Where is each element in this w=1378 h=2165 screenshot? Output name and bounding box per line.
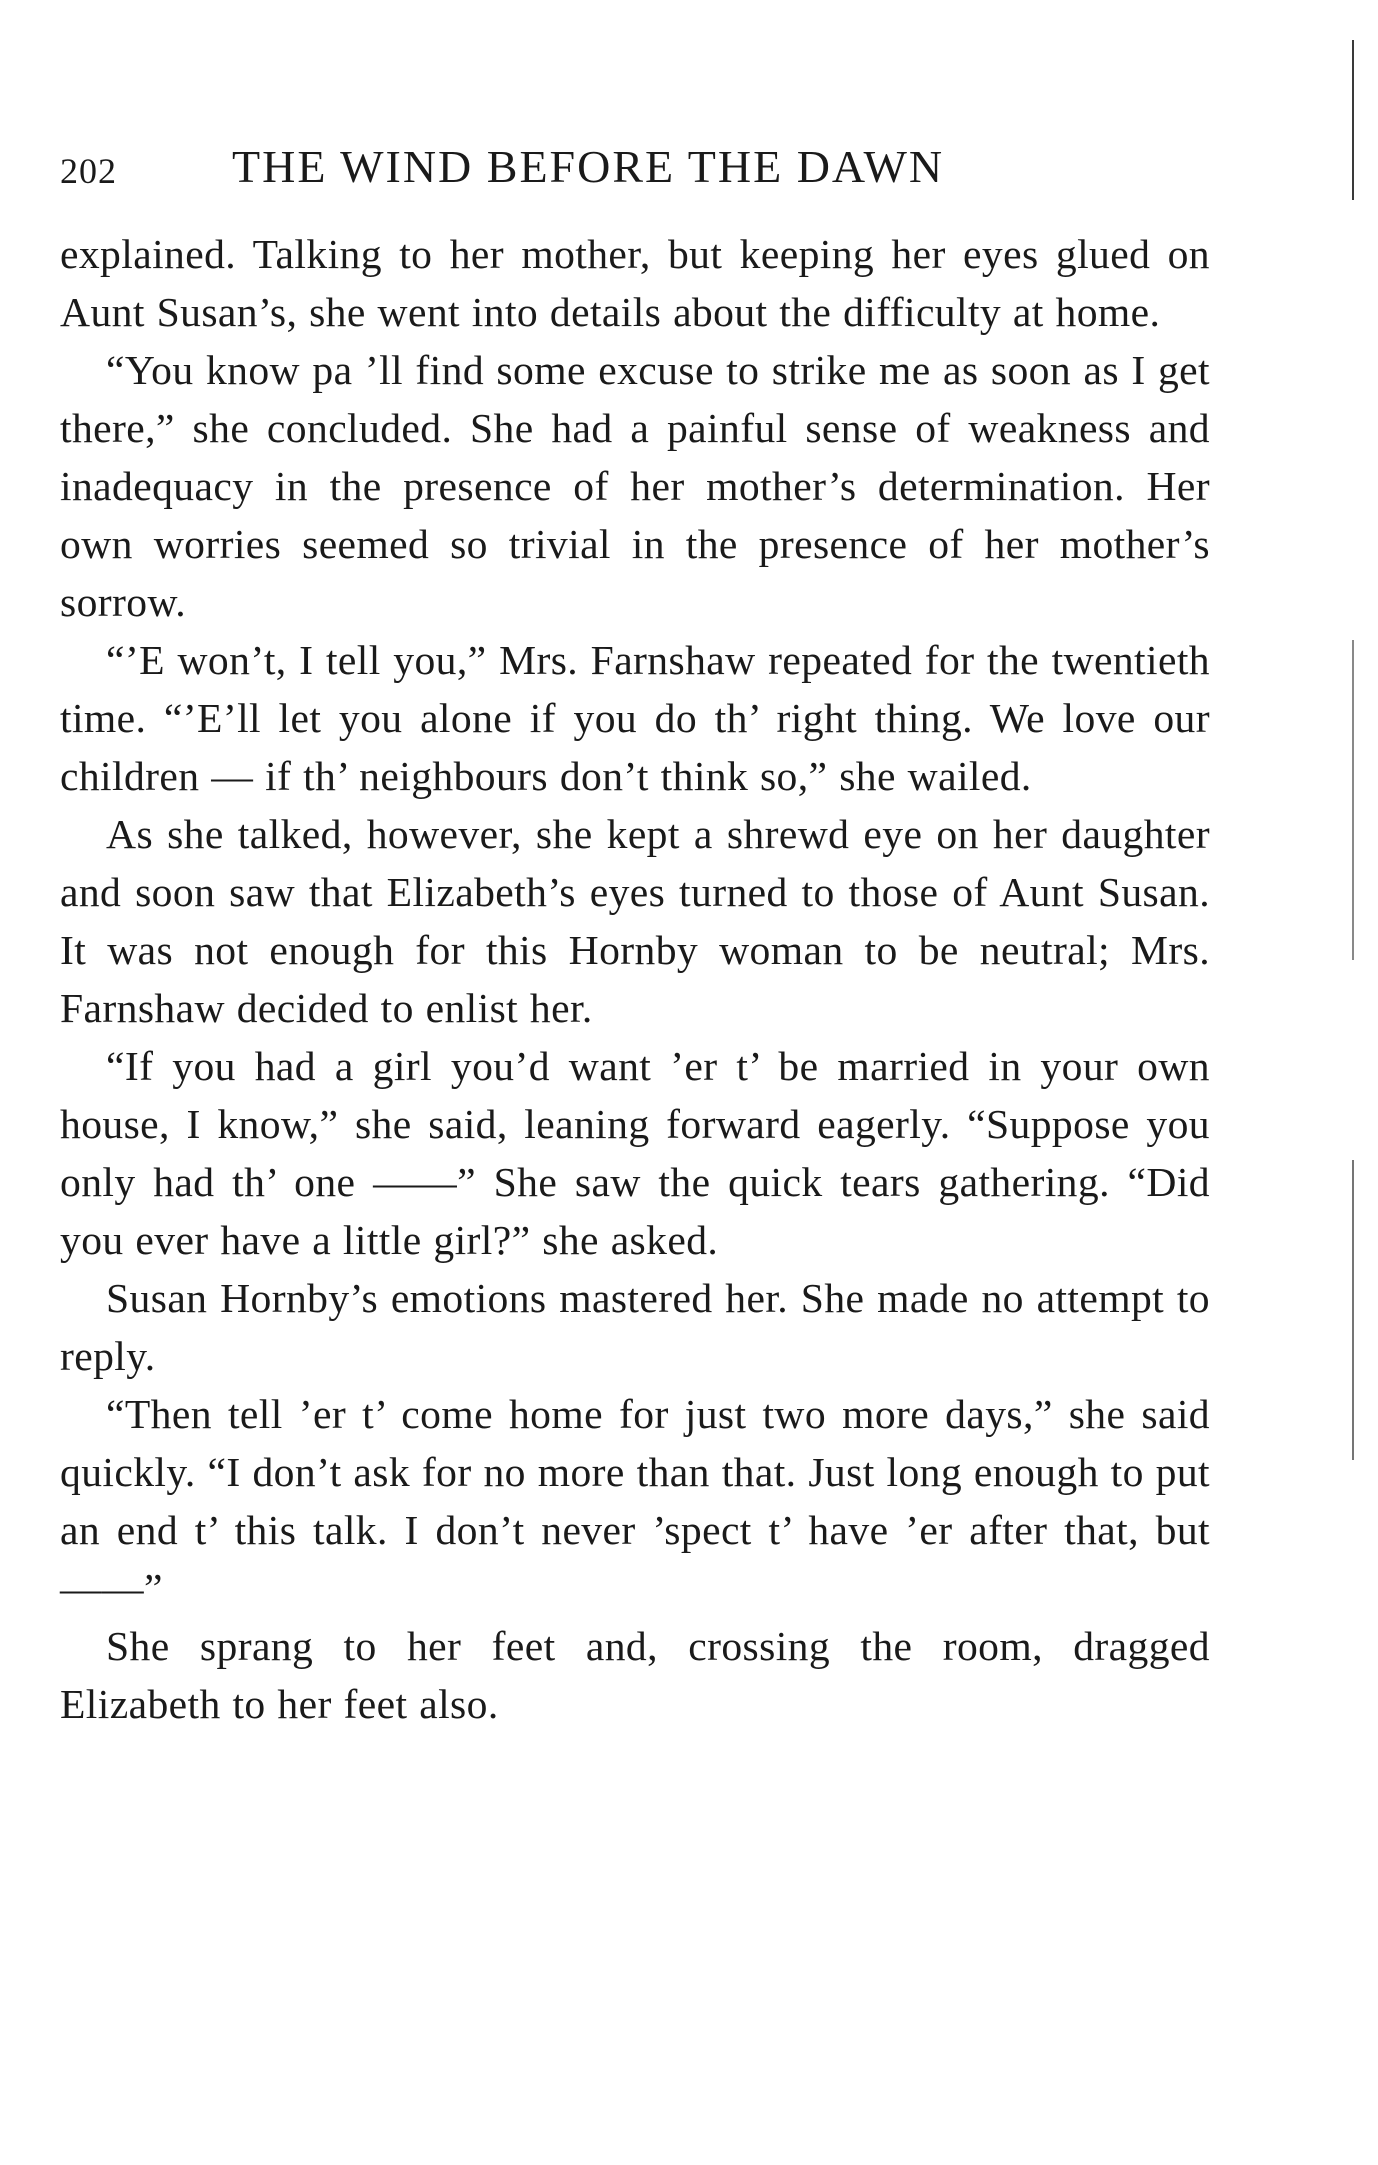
paragraph-5: “If you had a girl you’d want ’er t’ be married in your own house, I know,” she said, leaning forward eagerly. “Suppose you only had th’ one ——” She saw the quick tears gathering. “Did you ever have a little girl?” she asked. <box>60 1043 1210 1263</box>
paragraph-2: “You know pa ’ll find some excuse to strike me as soon as I get there,” she concluded. She had a painful sense of weakness and inadequacy in the presence of her mother’s determination. Her own worries seemed so trivial in the presence of her mother’s sorrow. <box>60 347 1210 625</box>
running-head <box>60 140 1210 200</box>
scan-edge-line <box>1352 640 1354 960</box>
paragraph-8: She sprang to her feet and, crossing the room, dragged Elizabeth to her feet also. <box>60 1623 1210 1727</box>
paragraph-6: Susan Hornby’s emotions mastered her. She made no attempt to reply. <box>60 1275 1210 1379</box>
paragraph-3: “’E won’t, I tell you,” Mrs. Farnshaw repeated for the twentieth time. “’E’ll let you alone if you do th’ right thing. We love our children — if th’ neighbours don’t think so,” she wailed. <box>60 637 1210 799</box>
paragraph-4: As she talked, however, she kept a shrewd eye on her daughter and soon saw that Elizabeth’s eyes turned to those of Aunt Susan. It was not enough for this Hornby woman to be neutral; Mrs. Farnshaw decided to enlist her. <box>60 811 1210 1031</box>
page-number: 202 <box>60 151 117 191</box>
body-text <box>60 225 1210 1733</box>
paragraph-7: “Then tell ’er t’ come home for just two more days,” she said quickly. “I don’t ask for no more than that. Just long enough to put an end t’ this talk. I don’t never ’spect t’ have ’er after that, but ——” <box>60 1391 1210 1611</box>
paragraph-1: explained. Talking to her mother, but keeping her eyes glued on Aunt Susan’s, she went into details about the difficulty at home. <box>60 231 1210 335</box>
running-title: THE WIND BEFORE THE DAWN <box>232 141 945 192</box>
scan-edge-line <box>1352 40 1354 200</box>
scan-edge-line <box>1352 1160 1354 1460</box>
